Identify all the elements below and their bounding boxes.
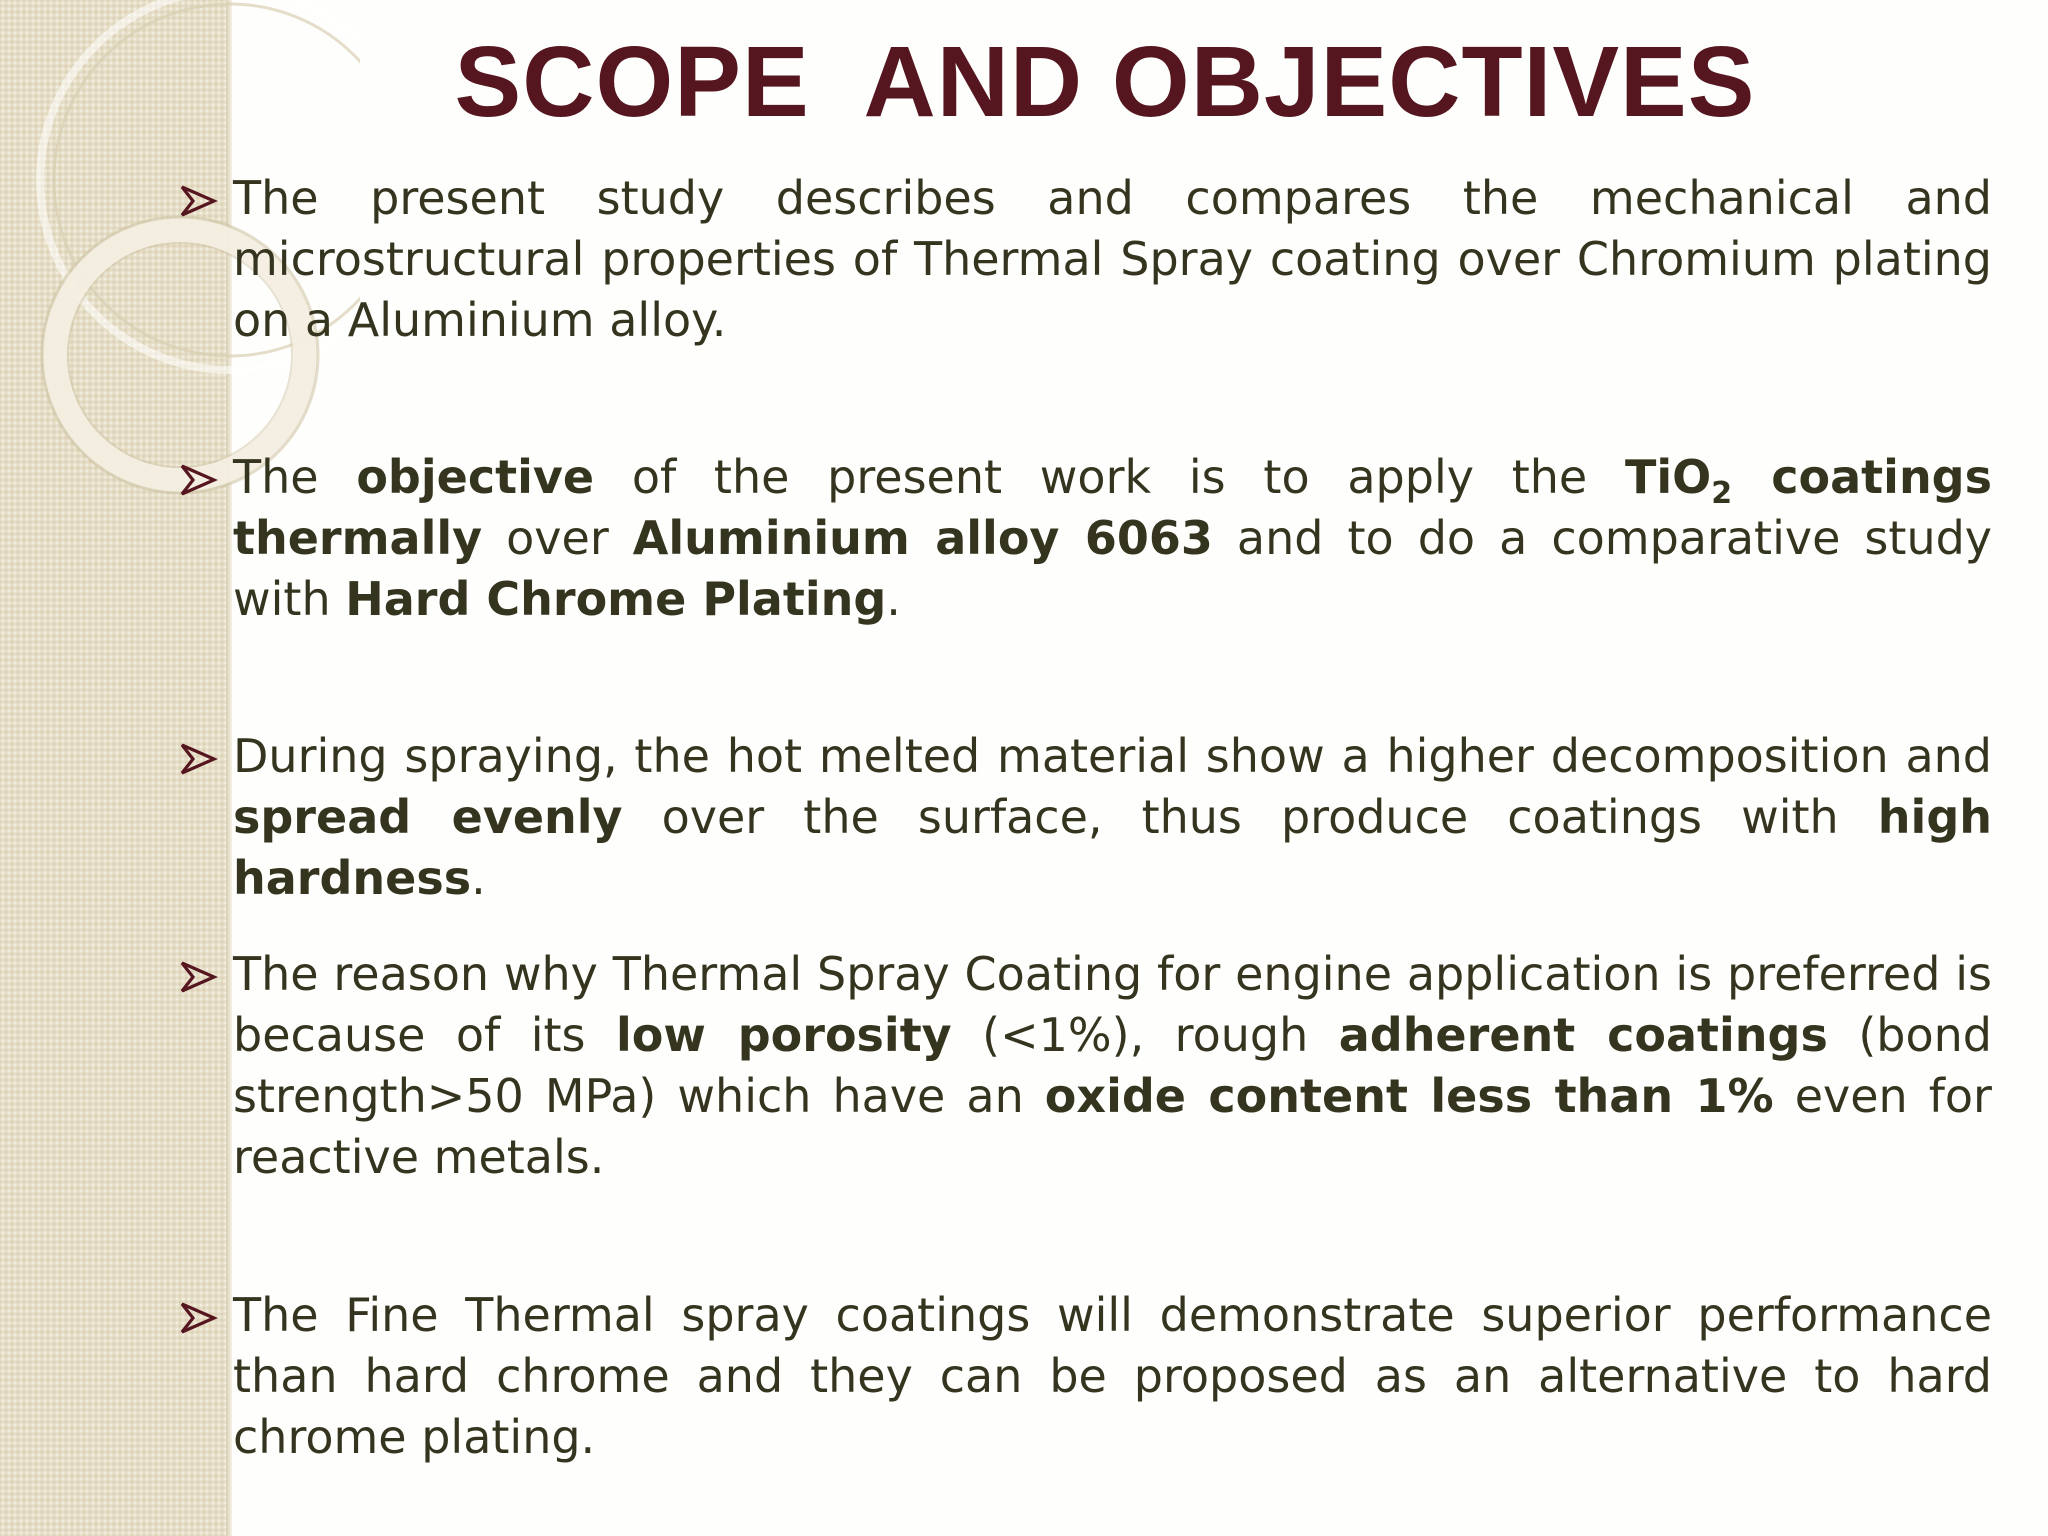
emphasis-text: 2 bbox=[1711, 476, 1733, 511]
arrowhead-bullet-icon bbox=[180, 960, 218, 994]
bullet-item bbox=[180, 944, 1992, 1188]
body-text: The reason why Thermal Spray Coating for engine application is preferred is because of its bbox=[233, 947, 1992, 1062]
emphasis-text: TiO bbox=[1624, 450, 1712, 504]
body-text: During spraying, the hot melted material show a higher decomposition and bbox=[233, 729, 1992, 783]
body-text: over the surface, thus produce coatings with bbox=[622, 790, 1878, 844]
body-text: . bbox=[471, 851, 486, 905]
body-text: The present study describes and compares the mechanical and microstructural properties of Thermal Spray coating over Chromium plating on a Aluminium alloy. bbox=[233, 171, 1992, 347]
slide-title: SCOPE AND OBJECTIVES bbox=[454, 26, 1756, 138]
body-text: over bbox=[482, 511, 633, 565]
arrowhead-bullet-icon bbox=[180, 742, 218, 776]
emphasis-text: high hardness bbox=[233, 790, 1992, 905]
bullet-text bbox=[233, 944, 1992, 1188]
bullet-item bbox=[180, 447, 1992, 630]
body-text: The Fine Thermal spray coatings will demonstrate superior performance than hard chrome and they can be proposed as an alternative to hard chrome plating. bbox=[233, 1288, 1992, 1464]
emphasis-text: adherent coatings bbox=[1338, 1008, 1828, 1062]
body-text: (<1%), rough bbox=[951, 1008, 1339, 1062]
emphasis-text: oxide content less than 1% bbox=[1044, 1069, 1774, 1123]
emphasis-text: Aluminium alloy 6063 bbox=[632, 511, 1213, 565]
bullet-item bbox=[180, 726, 1992, 909]
body-text: . bbox=[886, 572, 901, 626]
bullet-text bbox=[233, 447, 1992, 630]
bullet-text bbox=[233, 1285, 1992, 1468]
body-text: The bbox=[233, 450, 357, 504]
body-text: even for reactive metals. bbox=[233, 1069, 1992, 1184]
emphasis-text: coatings thermally bbox=[233, 450, 1992, 565]
emphasis-text: spread evenly bbox=[233, 790, 623, 844]
bullet-text bbox=[233, 726, 1992, 909]
body-text: of the present work is to apply the bbox=[594, 450, 1625, 504]
emphasis-text: Hard Chrome Plating bbox=[345, 572, 887, 626]
body-text: and to do a comparative study with bbox=[233, 511, 1993, 626]
emphasis-text: low porosity bbox=[615, 1008, 952, 1062]
arrowhead-bullet-icon bbox=[180, 1301, 218, 1335]
arrowhead-bullet-icon bbox=[180, 184, 218, 218]
body-text: (bond strength>50 MPa) which have an bbox=[233, 1008, 1992, 1123]
emphasis-text: objective bbox=[356, 450, 595, 504]
bullet-item bbox=[180, 1285, 1992, 1468]
bullet-item bbox=[180, 168, 1992, 351]
bullet-text bbox=[233, 168, 1992, 351]
arrowhead-bullet-icon bbox=[180, 463, 218, 497]
